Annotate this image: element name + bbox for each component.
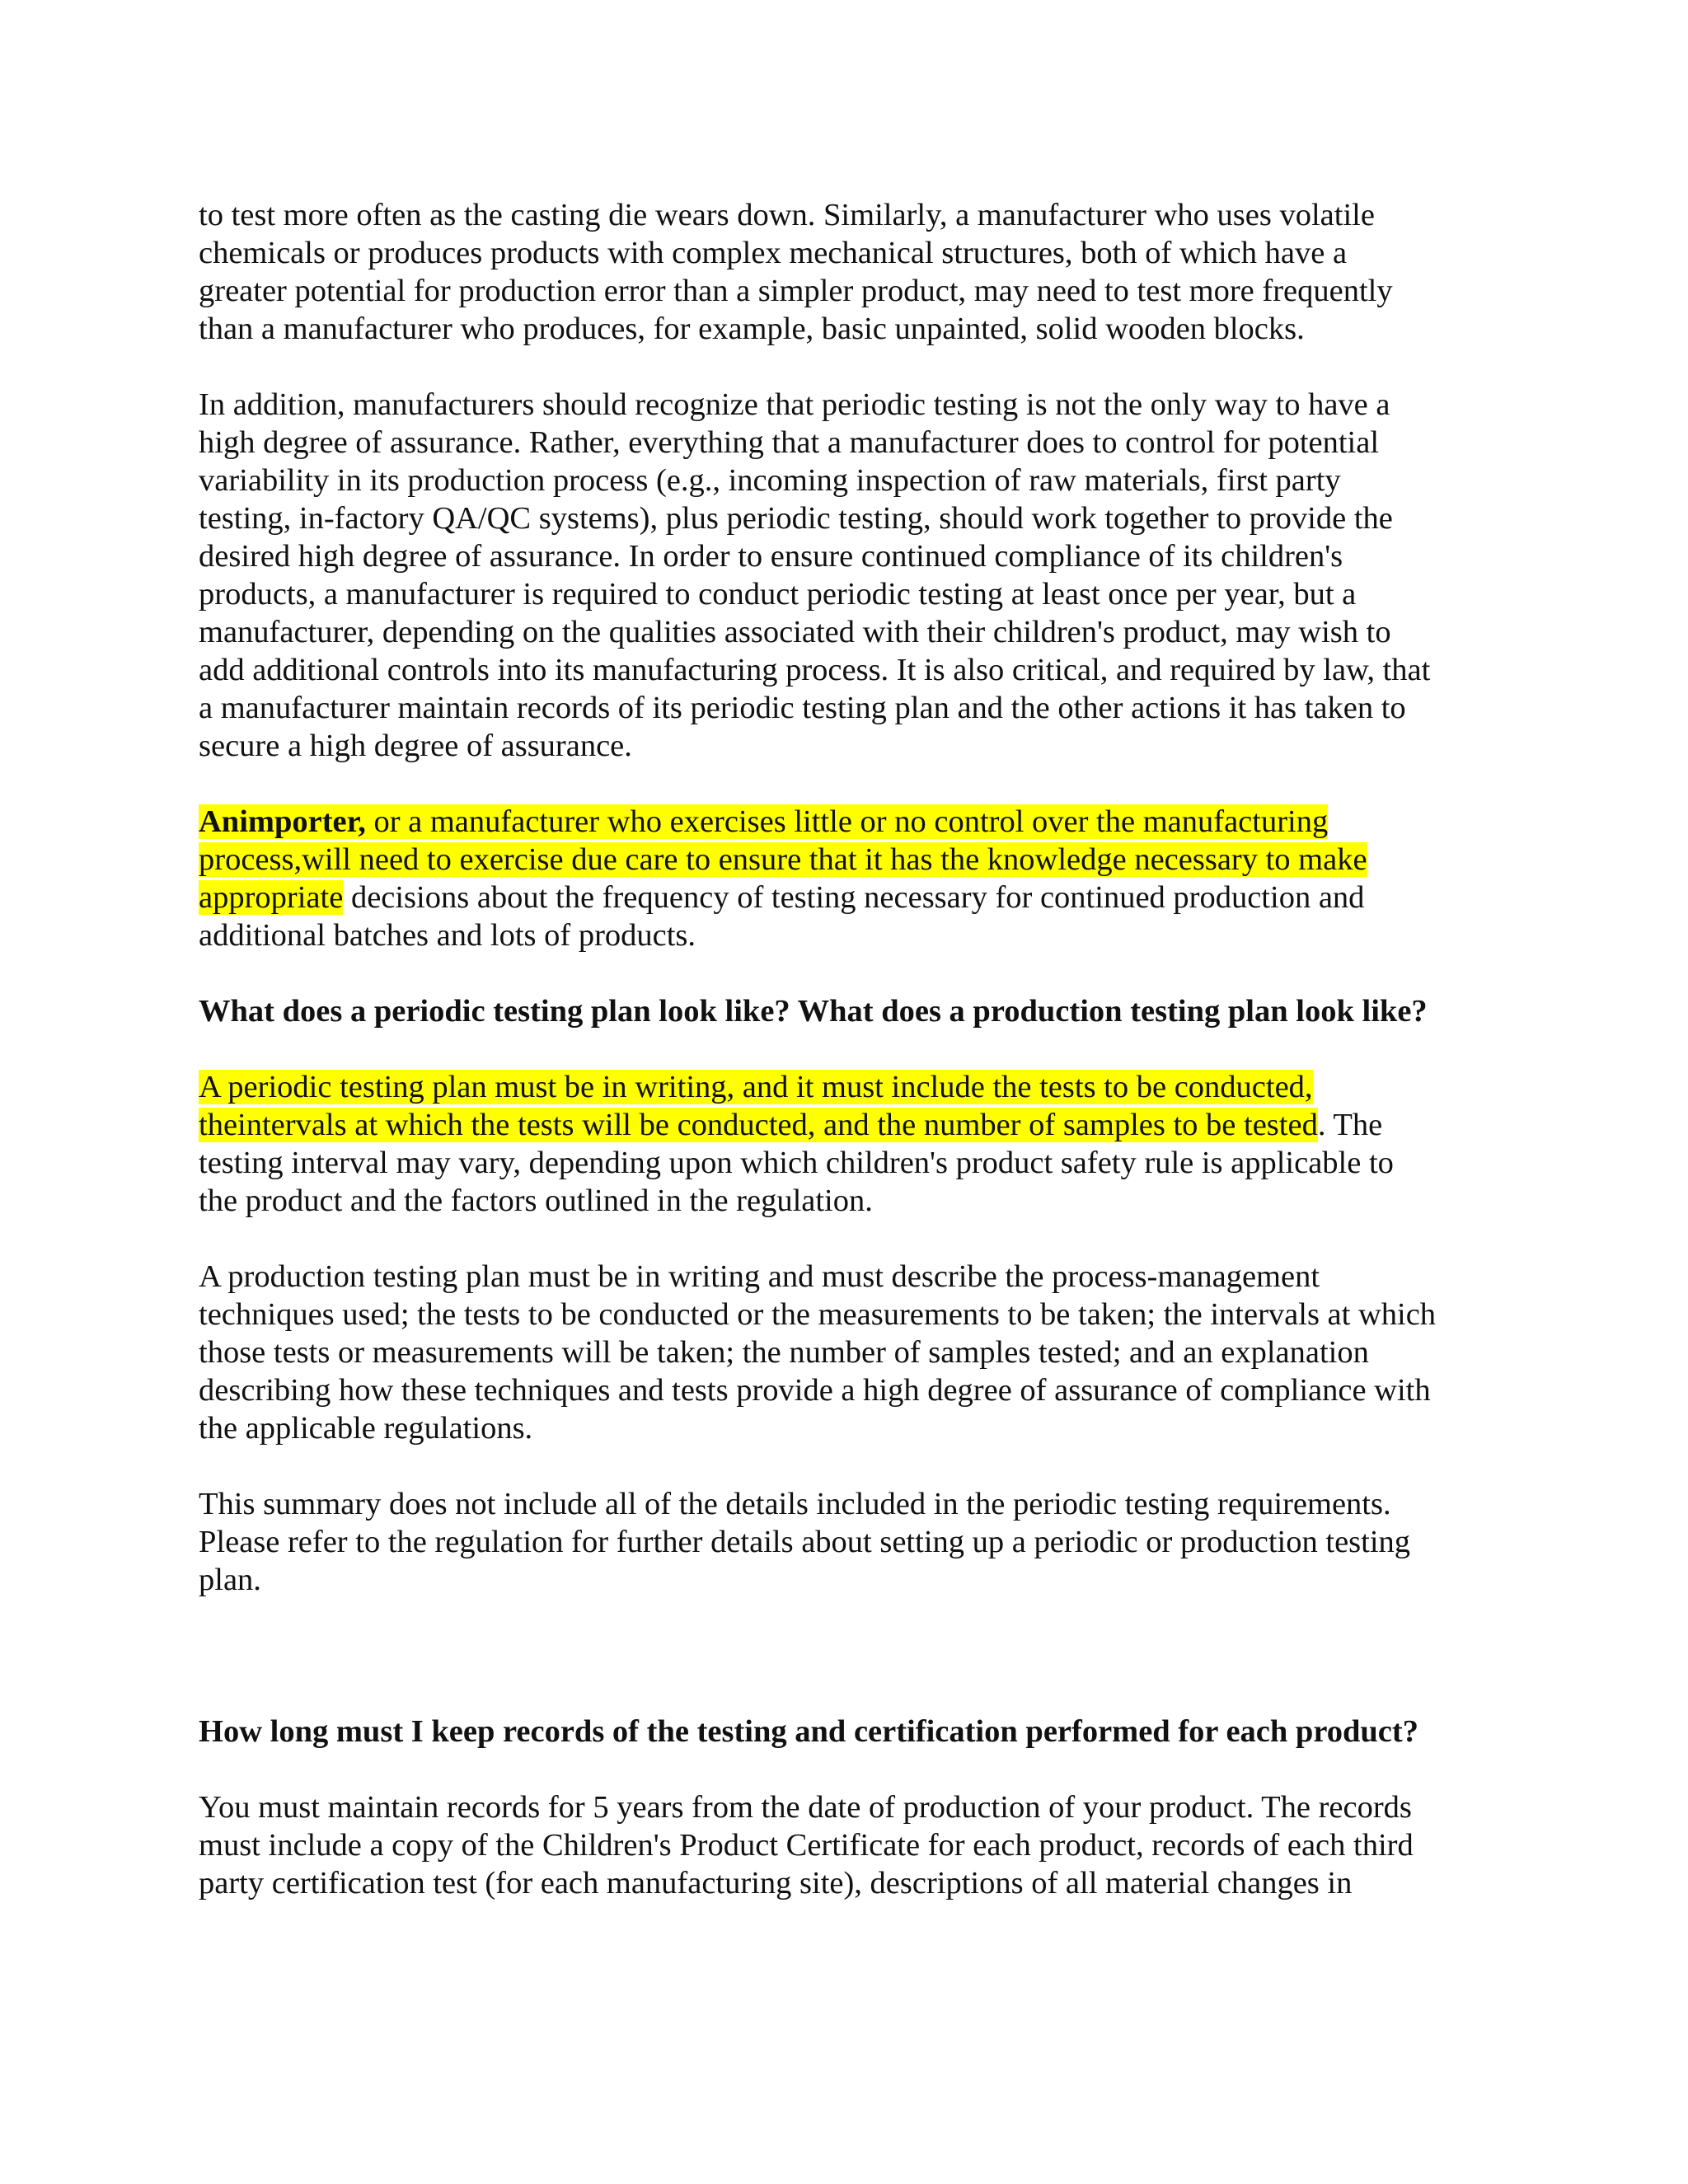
paragraph-testing-frequency: to test more often as the casting die wears down. Similarly, a manufacturer who uses volatile chemicals or produces products with complex mechanical structures, both of which have a greater potential for production error than a simpler product, may need to test more frequently than a manufacturer who produces, for example, basic unpainted, solid wooden blocks. bbox=[199, 198, 1393, 346]
importer-bold-label: Animporter, bbox=[199, 804, 366, 839]
paragraph-importer bbox=[199, 803, 1501, 954]
paragraph-periodic-plan bbox=[199, 1068, 1501, 1220]
paragraph-summary-note: This summary does not include all of the details included in the periodic testing requirements. Please refer to the regulation for further details about setting up a periodic or production testing plan. bbox=[199, 1487, 1411, 1597]
heading-testing-plan: What does a periodic testing plan look like? What does a production testing plan look like? bbox=[199, 994, 1428, 1029]
importer-highlighted-text: or a manufacturer who exercises little or no control over the manufacturing process,will need to exercise due care to ensure that it has the knowledge necessary to make appropriate bbox=[199, 804, 1367, 915]
heading-records: How long must I keep records of the testing and certification performed for each product? bbox=[199, 1714, 1418, 1749]
paragraph-assurance: In addition, manufacturers should recognize that periodic testing is not the only way to have a high degree of assurance. Rather, everything that a manufacturer does to control for potential variability in its production process (e.g., incoming inspection of raw materials, first party testing, in-factory QA/QC systems), plus periodic testing, should work together to provide the desired high degree of assurance. In order to ensure continued compliance of its children's products, a manufacturer is required to conduct periodic testing at least once per year, but a manufacturer, depending on the qualities associated with their children's product, may wish to add additional controls into its manufacturing process. It is also critical, and required by law, that a manufacturer maintain records of its periodic testing plan and the other actions it has taken to secure a high degree of assurance. bbox=[199, 387, 1431, 763]
paragraph-records: You must maintain records for 5 years from the date of production of your product. The records must include a copy of the Children's Product Certificate for each product, records of each third party certification test (for each manufacturing site), descriptions of all material changes in bbox=[199, 1790, 1414, 1900]
importer-rest-text: decisions about the frequency of testing necessary for continued production and additional batches and lots of products. bbox=[199, 880, 1365, 953]
section-spacer bbox=[199, 1637, 1501, 1713]
paragraph-production-plan: A production testing plan must be in writing and must describe the process-management techniques used; the tests to be conducted or the measurements to be taken; the intervals at which those tests or measurements will be taken; the number of samples tested; and an explanation describing how these techniques and tests provide a high degree of assurance of compliance with the applicable regulations. bbox=[199, 1259, 1437, 1446]
periodic-plan-rest-text: . The testing interval may vary, depending upon which children's product safety rule is applicable to the product and the factors outlined in the regulation. bbox=[199, 1108, 1394, 1218]
periodic-plan-highlighted-text: A periodic testing plan must be in writing, and it must include the tests to be conducted, theintervals at which the tests will be conducted, and the number of samples to be tested bbox=[199, 1070, 1318, 1142]
document-body bbox=[199, 196, 1501, 1940]
